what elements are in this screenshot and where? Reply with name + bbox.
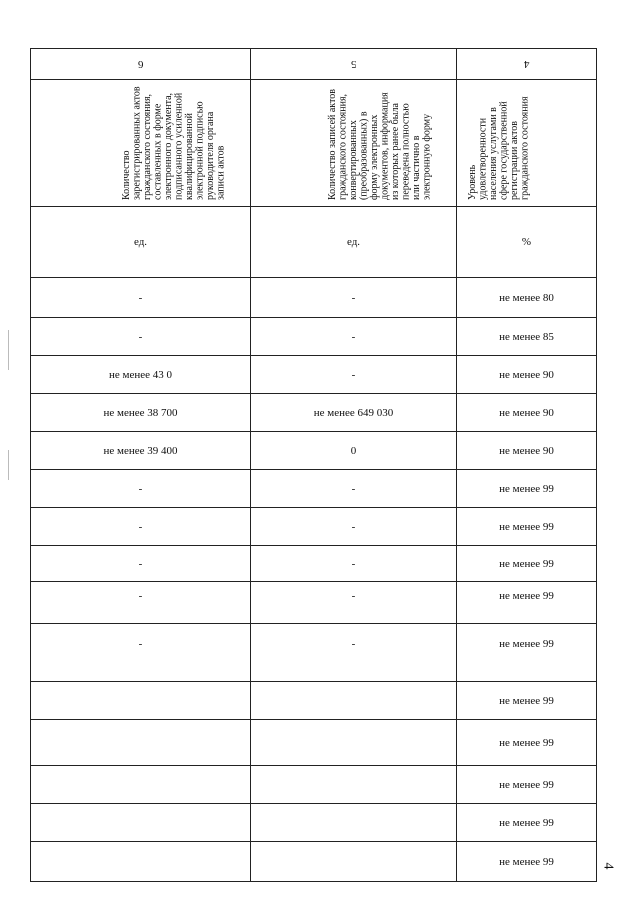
unit-cell-4: % xyxy=(457,207,597,278)
table-cell: - xyxy=(31,624,251,682)
table-cell: - xyxy=(31,508,251,546)
table-cell: не менее 99 xyxy=(457,682,597,720)
table-cell: - xyxy=(31,546,251,582)
table-cell: не менее 99 xyxy=(457,624,597,682)
table-cell xyxy=(31,766,251,804)
table-cell: - xyxy=(251,624,457,682)
table-cell: не менее 90 xyxy=(457,394,597,432)
table-cell: не менее 99 xyxy=(457,720,597,766)
unit-row xyxy=(31,207,597,278)
table-cell: не менее 99 xyxy=(457,582,597,624)
table-cell xyxy=(251,842,457,882)
table-cell: - xyxy=(251,278,457,318)
table-cell: не менее 90 xyxy=(457,356,597,394)
table-cell: не менее 99 xyxy=(457,804,597,842)
table-cell xyxy=(31,720,251,766)
table-cell: - xyxy=(251,318,457,356)
table-cell xyxy=(31,842,251,882)
table-row xyxy=(31,624,597,682)
table-cell: не менее 649 030 xyxy=(251,394,457,432)
table-row xyxy=(31,508,597,546)
column-header-5: Количество записей актов гражданского состояния, конвертированных (преобразованных) в форму электронных документов, информация из которых ранее была переведена полностью или частично в электронную форму xyxy=(251,80,457,207)
table-cell: не менее 80 xyxy=(457,278,597,318)
table-cell xyxy=(31,804,251,842)
header-row xyxy=(31,80,597,207)
scan-artifact xyxy=(8,330,9,370)
column-number-4: 4 xyxy=(457,49,597,80)
table-cell: - xyxy=(31,278,251,318)
table-cell: - xyxy=(31,470,251,508)
page-number: 4 xyxy=(600,862,616,870)
table-cell: - xyxy=(251,546,457,582)
table-row xyxy=(31,842,597,882)
table-cell xyxy=(31,682,251,720)
table-cell: не менее 99 xyxy=(457,766,597,804)
table-row xyxy=(31,394,597,432)
table-row xyxy=(31,432,597,470)
column-number-5: 5 xyxy=(251,49,457,80)
table-cell xyxy=(251,720,457,766)
unit-cell-6: ед. xyxy=(31,207,251,278)
table-cell: - xyxy=(31,318,251,356)
table-cell: не менее 99 xyxy=(457,842,597,882)
table-cell xyxy=(251,804,457,842)
table-cell xyxy=(251,682,457,720)
table-cell: не менее 90 xyxy=(457,432,597,470)
table-cell: не менее 99 xyxy=(457,546,597,582)
column-number-6: 6 xyxy=(31,49,251,80)
table-cell: не менее 99 xyxy=(457,508,597,546)
table-row xyxy=(31,682,597,720)
column-number-row xyxy=(31,49,597,80)
table-row xyxy=(31,582,597,624)
table-row xyxy=(31,470,597,508)
table-row xyxy=(31,720,597,766)
table-cell: - xyxy=(251,508,457,546)
table-row xyxy=(31,546,597,582)
column-header-4: Уровень удовлетворенности населения услугами в сфере государственной регистрации актов гражданского состояния xyxy=(457,80,597,207)
scan-artifact xyxy=(8,450,9,480)
table-row xyxy=(31,766,597,804)
table-cell: 0 xyxy=(251,432,457,470)
table-cell: не менее 85 xyxy=(457,318,597,356)
targets-table xyxy=(30,48,597,882)
table-row xyxy=(31,318,597,356)
table-cell: - xyxy=(31,582,251,624)
table-cell: не менее 39 400 xyxy=(31,432,251,470)
table-row xyxy=(31,804,597,842)
table-row xyxy=(31,278,597,318)
table-cell: не менее 99 xyxy=(457,470,597,508)
table-cell: - xyxy=(251,582,457,624)
unit-cell-5: ед. xyxy=(251,207,457,278)
column-header-6: Количество зарегистрированных актов гражданского состояния, составленных в форме электронного документа, подписанного усиленной квалифицированной электронной подписью руководителя органа записи актов xyxy=(31,80,251,207)
table-cell: не менее 38 700 xyxy=(31,394,251,432)
table-cell: - xyxy=(251,470,457,508)
table-row xyxy=(31,356,597,394)
table-cell: - xyxy=(251,356,457,394)
table-cell: не менее 43 0 xyxy=(31,356,251,394)
table-cell xyxy=(251,766,457,804)
